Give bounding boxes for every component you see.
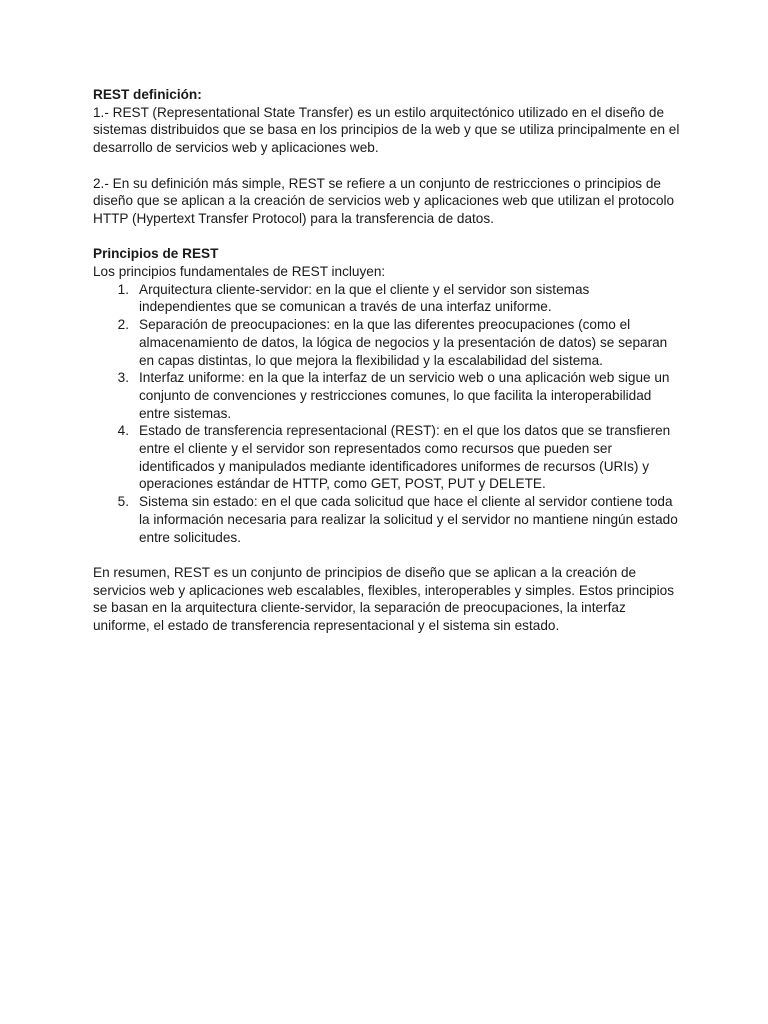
paragraph-definition-2: 2.- En su definición más simple, REST se refiere a un conjunto de restricciones o principios de diseño que se aplican a la creación de servicios web y aplicaciones web que utilizan el protocolo HTTP (Hypertext Transfer Protocol) para la transferencia de datos. [93, 175, 675, 226]
paragraph-definition-1: 1.- REST (Representational State Transfer) es un estilo arquitectónico utilizado en el diseño de sistemas distribuidos que se basa en los principios de la web y que se utiliza principalmente en el desarrollo de servicios web y aplicaciones web. [93, 104, 680, 156]
paragraph-spacer [93, 157, 683, 175]
list-item-number: 2. [117, 317, 129, 333]
list-item-number: 3. [117, 370, 129, 386]
list-item [93, 281, 683, 316]
paragraph-spacer [93, 228, 683, 246]
list-item [93, 422, 683, 493]
paragraph-spacer [93, 546, 683, 564]
principles-intro: Los principios fundamentales de REST incluyen: [93, 264, 386, 279]
list-item-text: Interfaz uniforme: en la que la interfaz de un servicio web o una aplicación web sigue un conjunto de convenciones y restricciones comunes, lo que facilita la interoperabilidad entre sistemas. [139, 370, 670, 421]
list-item-number: 1. [117, 281, 129, 297]
principles-list [93, 281, 683, 547]
list-item-text: Arquitectura cliente-servidor: en la que el cliente y el servidor son sistemas independientes que se comunican a través de una interfaz uniforme. [139, 281, 590, 315]
list-item-text: Sistema sin estado: en el que cada solicitud que hace el cliente al servidor contiene toda la información necesaria para realizar la solicitud y el servidor no mantiene ningún estado entre solicitudes. [139, 494, 678, 545]
list-item-text: Estado de transferencia representacional (REST): en el que los datos que se transfieren entre el cliente y el servidor son representados como recursos que pueden ser identificados y manipulados mediante identificadores uniformes de recursos (URIs) y operaciones estándar de HTTP, como GET, POST, PUT y DELETE. [139, 423, 671, 492]
document-page [93, 86, 683, 635]
heading-rest-definition: REST definición: [93, 87, 202, 102]
heading-rest-principles: Principios de REST [93, 246, 219, 262]
list-item [93, 316, 683, 369]
list-item-number: 5. [117, 494, 129, 510]
list-item-text: Separación de preocupaciones: en la que las diferentes preocupaciones (como el almacenamiento de datos, la lógica de negocios y la presentación de datos) se separan en capas distintas, lo que mejora la flexibilidad y la escalabilidad del sistema. [139, 317, 668, 368]
summary-paragraph: En resumen, REST es un conjunto de principios de diseño que se aplican a la creación de servicios web y aplicaciones web escalables, flexibles, interoperables y simples. Estos principios se basan en la arquitectura cliente-servidor, la separación de preocupaciones, la interfaz uniforme, el estado de transferencia representacional y el sistema sin estado. [93, 564, 675, 634]
list-item-number: 4. [117, 423, 129, 439]
list-item [93, 369, 683, 422]
list-item [93, 493, 683, 546]
